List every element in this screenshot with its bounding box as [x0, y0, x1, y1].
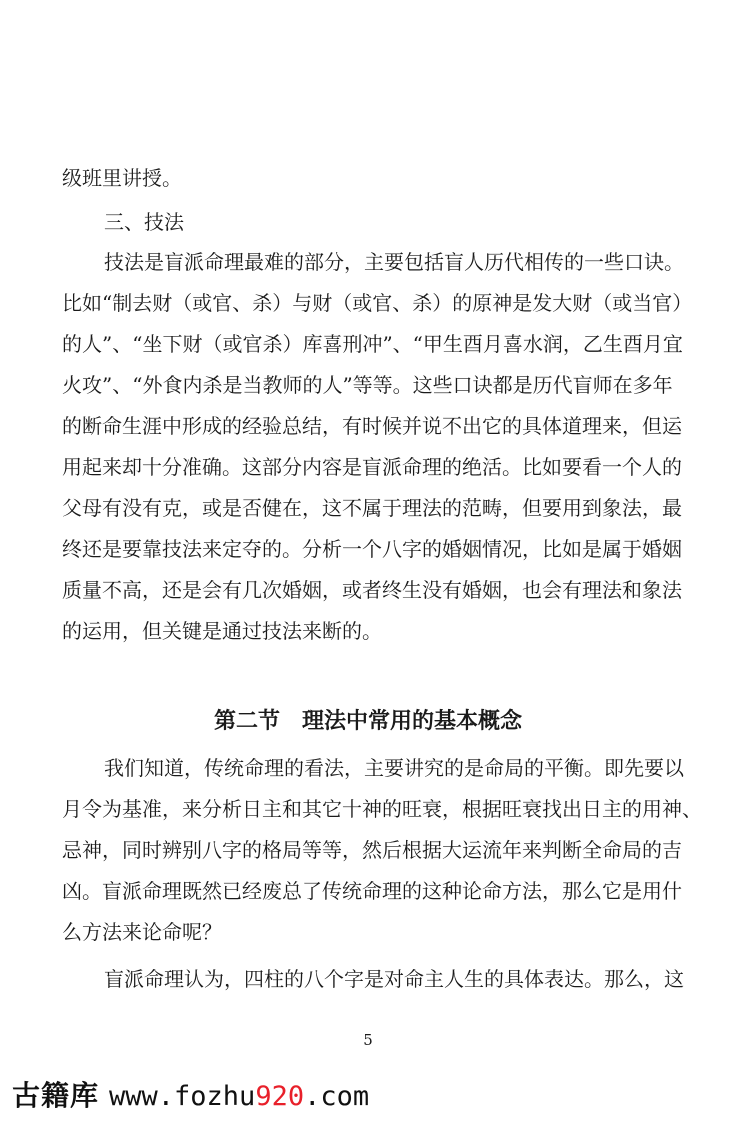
text-line: 技法是盲派命理最难的部分，主要包括盲人历代相传的一些口诀。 [104, 250, 684, 274]
watermark-url-number: 920 [255, 1081, 305, 1112]
text-line: 凶。盲派命理既然已经废总了传统命理的这种论命方法，那么它是用什 [62, 879, 682, 903]
site-watermark [12, 1076, 369, 1116]
text-line: 父母有没有克，或是否健在，这不属于理法的范畴，但要用到象法，最 [62, 496, 682, 520]
watermark-brand: 古籍库 [12, 1079, 100, 1112]
text-line: 么方法来论命呢？ [62, 920, 222, 944]
text-line: 的人”、“坐下财（或官杀）库喜刑冲”、“甲生酉月喜水润，乙生酉月宜 [62, 332, 683, 356]
text-line: 火攻”、“外食内杀是当教师的人”等等。这些口诀都是历代盲师在多年 [62, 373, 673, 397]
watermark-url-suffix: .com [304, 1081, 370, 1112]
text-line: 的运用，但关键是通过技法来断的。 [62, 619, 382, 643]
subheading-techniques: 三、技法 [104, 210, 184, 234]
text-line: 忌神，同时辨别八字的格局等等，然后根据大运流年来判断全命局的吉 [62, 838, 682, 862]
section-heading [0, 706, 736, 738]
text-line: 的断命生涯中形成的经验总结，有时候并说不出它的具体道理来，但运 [62, 414, 682, 438]
text-line: 月令为基准，来分析日主和其它十神的旺衰，根据旺衰找出日主的用神、 [62, 797, 702, 821]
text-line: 盲派命理认为，四柱的八个字是对命主人生的具体表达。那么，这 [104, 967, 684, 991]
text-line: 用起来却十分准确。这部分内容是盲派命理的绝活。比如要看一个人的 [62, 455, 682, 479]
section-title-text: 理法中常用的基本概念 [302, 709, 523, 734]
watermark-url-prefix: www.fozhu [109, 1081, 256, 1112]
text-line: 我们知道，传统命理的看法，主要讲究的是命局的平衡。即先要以 [104, 756, 684, 780]
watermark-url [109, 1081, 369, 1112]
text-line: 比如“制去财（或官、杀）与财（或官、杀）的原神是发大财（或当官） [62, 291, 693, 315]
text-line: 级班里讲授。 [62, 166, 182, 190]
text-line: 质量不高，还是会有几次婚姻，或者终生没有婚姻，也会有理法和象法 [62, 578, 682, 602]
text-line: 终还是要靠技法来定夺的。分析一个八字的婚姻情况，比如是属于婚姻 [62, 537, 682, 561]
page-number: 5 [363, 1031, 373, 1049]
section-number: 第二节 [213, 709, 280, 734]
